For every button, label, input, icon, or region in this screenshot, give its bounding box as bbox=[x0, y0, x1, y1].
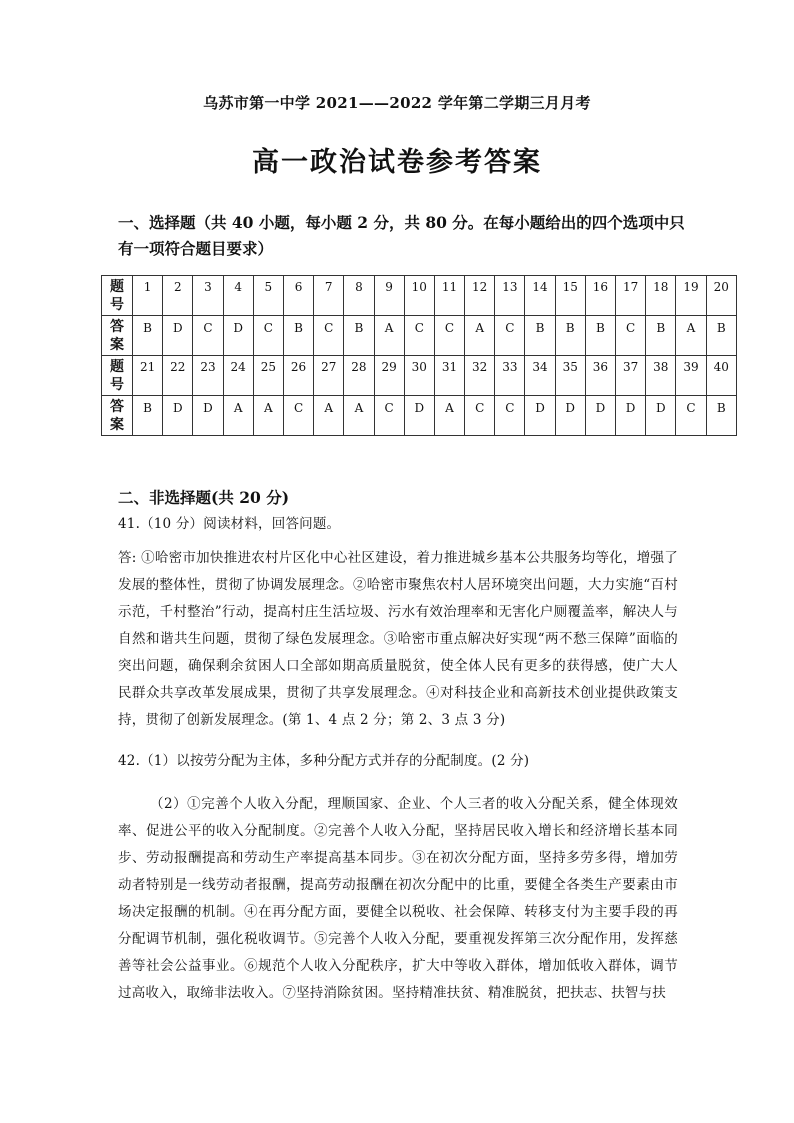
answer-cell: D bbox=[555, 396, 585, 436]
table-row-question-numbers bbox=[102, 276, 737, 316]
answer-cell: A bbox=[253, 396, 283, 436]
question-number-cell: 35 bbox=[555, 356, 585, 396]
table-row-header: 题 号 bbox=[102, 356, 133, 396]
answer-table bbox=[101, 275, 737, 436]
answer-cell: A bbox=[434, 396, 464, 436]
answer-cell: C bbox=[495, 396, 525, 436]
question-number-cell: 29 bbox=[374, 356, 404, 396]
answer-cell: D bbox=[193, 396, 223, 436]
answer-cell: C bbox=[193, 316, 223, 356]
answer-cell: C bbox=[314, 316, 344, 356]
answer-cell: A bbox=[676, 316, 706, 356]
question-number-cell: 30 bbox=[404, 356, 434, 396]
answer-cell: C bbox=[495, 316, 525, 356]
answer-cell: C bbox=[404, 316, 434, 356]
table-row-answers bbox=[102, 316, 737, 356]
question-number-cell: 2 bbox=[163, 276, 193, 316]
answer-cell: C bbox=[283, 396, 313, 436]
table-row-question-numbers bbox=[102, 356, 737, 396]
question-number-cell: 34 bbox=[525, 356, 555, 396]
answer-cell: B bbox=[646, 316, 676, 356]
answer-cell: C bbox=[253, 316, 283, 356]
answer-cell: C bbox=[465, 396, 495, 436]
question-number-cell: 21 bbox=[133, 356, 163, 396]
answer-cell: B bbox=[344, 316, 374, 356]
question-41: 41.（10 分）阅读材料，回答问题。 bbox=[118, 516, 341, 532]
question-number-cell: 22 bbox=[163, 356, 193, 396]
question-number-cell: 24 bbox=[223, 356, 253, 396]
question-number-cell: 8 bbox=[344, 276, 374, 316]
question-number-cell: 19 bbox=[676, 276, 706, 316]
question-number-cell: 40 bbox=[706, 356, 736, 396]
answer-cell: B bbox=[133, 316, 163, 356]
answer-cell: D bbox=[646, 396, 676, 436]
answer-cell: D bbox=[585, 396, 615, 436]
question-number-cell: 27 bbox=[314, 356, 344, 396]
question-number-cell: 3 bbox=[193, 276, 223, 316]
answer-cell: D bbox=[163, 316, 193, 356]
question-number-cell: 17 bbox=[616, 276, 646, 316]
question-number-cell: 9 bbox=[374, 276, 404, 316]
question-number-cell: 1 bbox=[133, 276, 163, 316]
question-number-cell: 6 bbox=[283, 276, 313, 316]
question-number-cell: 33 bbox=[495, 356, 525, 396]
table-row-answers bbox=[102, 396, 737, 436]
answer-cell: D bbox=[616, 396, 646, 436]
question-number-cell: 12 bbox=[465, 276, 495, 316]
table-row-header: 答 案 bbox=[102, 396, 133, 436]
section-choice-heading: 一、选择题（共 40 小题，每小题 2 分，共 80 分。在每小题给出的四个选项中只有一项符合题目要求） bbox=[118, 213, 685, 258]
answer-cell: C bbox=[434, 316, 464, 356]
question-number-cell: 26 bbox=[283, 356, 313, 396]
answer-41: 答: ①哈密市加快推进农村片区化中心社区建设，着力推进城乡基本公共服务均等化，增强了发展的整体性，贯彻了协调发展理念。②哈密市聚焦农村人居环境突出问题，大力实施“百村示范，千村整治”行动，提高村庄生活垃圾、污水有效治理率和无害化户厕覆盖率，解决人与自然和谐共生问题，贯彻了绿色发展理念。③哈密市重点解决好实现“两不愁三保障”面临的突出问题，确保剩余贫困人口全部如期高质量脱贫，使全体人民有更多的获得感，使广大人民群众共享改革发展成果，贯彻了共享发展理念。④对科技企业和高新技术创业提供政策支持，贯彻了创新发展理念。(第 1、4 点 2 分；第 2、3 点 3 分) bbox=[118, 550, 678, 728]
question-number-cell: 5 bbox=[253, 276, 283, 316]
question-number-cell: 31 bbox=[434, 356, 464, 396]
question-number-cell: 25 bbox=[253, 356, 283, 396]
table-row-header: 题 号 bbox=[102, 276, 133, 316]
question-number-cell: 16 bbox=[585, 276, 615, 316]
answer-cell: A bbox=[223, 396, 253, 436]
section-non-choice-heading: 二、非选择题(共 20 分) bbox=[118, 488, 290, 507]
question-42-part-1: 42.（1）以按劳分配为主体，多种分配方式并存的分配制度。(2 分) bbox=[118, 753, 530, 769]
question-number-cell: 13 bbox=[495, 276, 525, 316]
answer-cell: B bbox=[133, 396, 163, 436]
question-number-cell: 10 bbox=[404, 276, 434, 316]
page-title: 高一政治试卷参考答案 bbox=[252, 147, 542, 178]
answer-cell: B bbox=[283, 316, 313, 356]
question-number-cell: 7 bbox=[314, 276, 344, 316]
answer-42-part-2: （2）①完善个人收入分配，理顺国家、企业、个人三者的收入分配关系，健全体现效率、促进公平的收入分配制度。②完善个人收入分配，坚持居民收入增长和经济增长基本同步、劳动报酬提高和劳动生产率提高基本同步。③在初次分配方面，坚持多劳多得，增加劳动者特别是一线劳动者报酬，提高劳动报酬在初次分配中的比重，要健全各类生产要素由市场决定报酬的机制。④在再分配方面，要健全以税收、社会保障、转移支付为主要手段的再分配调节机制，强化税收调节。⑤完善个人收入分配，要重视发挥第三次分配作用，发挥慈善等社会公益事业。⑥规范个人收入分配秩序，扩大中等收入群体，增加低收入群体，调节过高收入，取缔非法收入。⑦坚持消除贫困。坚持精准扶贫、精准脱贫，把扶志、扶智与扶 bbox=[118, 796, 678, 1001]
question-number-cell: 32 bbox=[465, 356, 495, 396]
question-number-cell: 11 bbox=[434, 276, 464, 316]
answer-cell: C bbox=[374, 396, 404, 436]
question-number-cell: 14 bbox=[525, 276, 555, 316]
school-exam-title: 乌苏市第一中学 2021——2022 学年第二学期三月月考 bbox=[203, 94, 591, 112]
answer-cell: B bbox=[525, 316, 555, 356]
answer-cell: B bbox=[555, 316, 585, 356]
answer-cell: D bbox=[404, 396, 434, 436]
question-number-cell: 18 bbox=[646, 276, 676, 316]
question-number-cell: 4 bbox=[223, 276, 253, 316]
question-number-cell: 23 bbox=[193, 356, 223, 396]
answer-cell: A bbox=[314, 396, 344, 436]
answer-cell: A bbox=[465, 316, 495, 356]
question-number-cell: 36 bbox=[585, 356, 615, 396]
answer-cell: A bbox=[344, 396, 374, 436]
question-number-cell: 39 bbox=[676, 356, 706, 396]
question-number-cell: 38 bbox=[646, 356, 676, 396]
question-number-cell: 28 bbox=[344, 356, 374, 396]
answer-cell: B bbox=[585, 316, 615, 356]
question-number-cell: 37 bbox=[616, 356, 646, 396]
answer-cell: D bbox=[223, 316, 253, 356]
answer-cell: B bbox=[706, 316, 736, 356]
question-number-cell: 20 bbox=[706, 276, 736, 316]
question-number-cell: 15 bbox=[555, 276, 585, 316]
table-row-header: 答 案 bbox=[102, 316, 133, 356]
answer-cell: D bbox=[525, 396, 555, 436]
answer-cell: C bbox=[676, 396, 706, 436]
answer-cell: A bbox=[374, 316, 404, 356]
answer-cell: B bbox=[706, 396, 736, 436]
answer-cell: D bbox=[163, 396, 193, 436]
answer-cell: C bbox=[616, 316, 646, 356]
